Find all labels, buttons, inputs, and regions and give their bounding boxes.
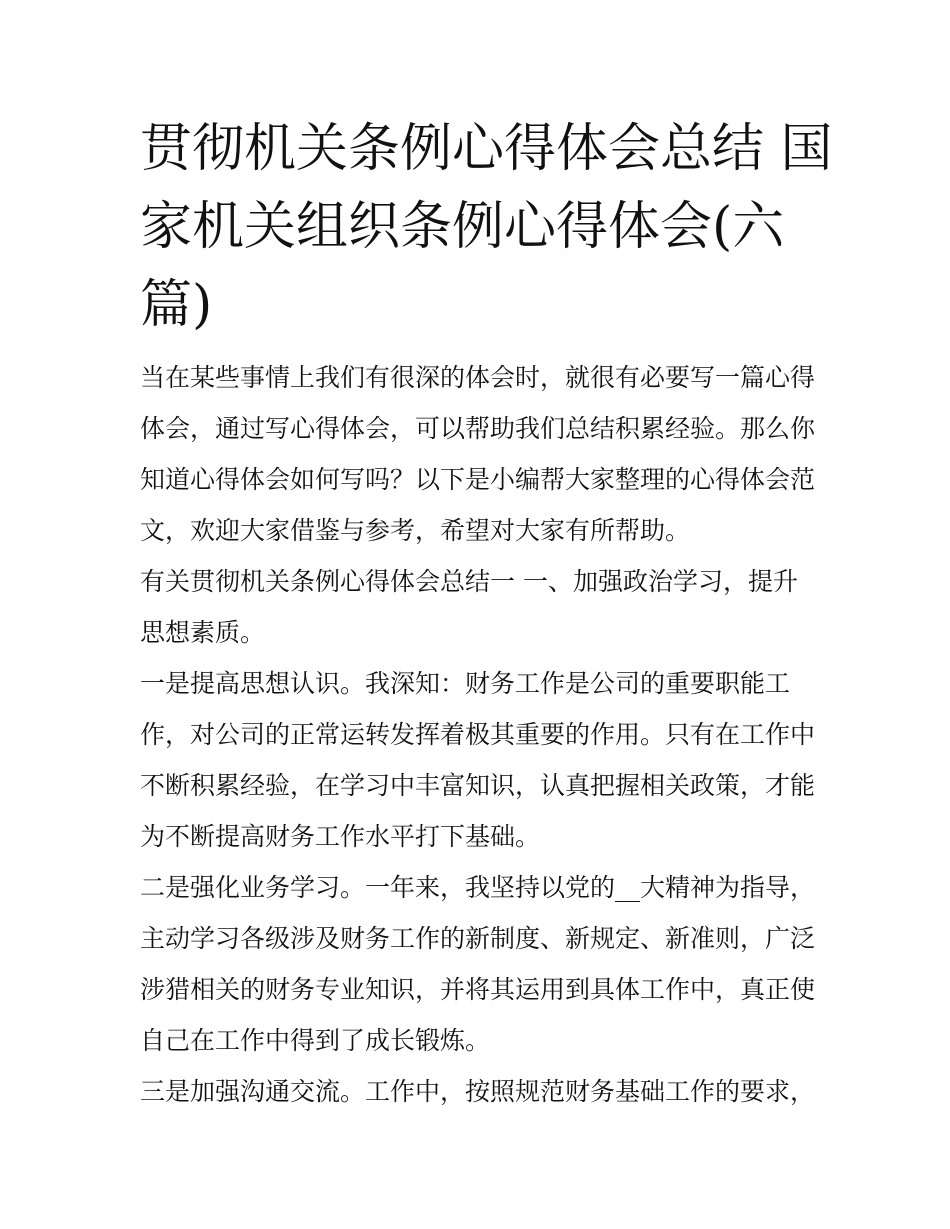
- text-line: 不断积累经验，在学习中丰富知识，认真把握相关政策，才能: [140, 771, 816, 800]
- point-three-paragraph: [140, 1066, 820, 1117]
- text-line: 文，欢迎大家借鉴与参考，希望对大家有所帮助。: [140, 516, 691, 545]
- document-title: [140, 110, 833, 344]
- title-line: 贯彻机关条例心得体会总结 国: [140, 119, 833, 179]
- intro-paragraph: [140, 352, 820, 556]
- text-line: 有关贯彻机关条例心得体会总结一 一、加强政治学习，提升: [140, 567, 798, 596]
- text-line: 二是强化业务学习。一年来，我坚持以党的__大精神为指导，: [140, 873, 816, 902]
- text-line: 体会，通过写心得体会，可以帮助我们总结积累经验。那么你: [140, 414, 816, 443]
- text-line: 作，对公司的正常运转发挥着极其重要的作用。只有在工作中: [140, 720, 816, 749]
- title-line: 家机关组织条例心得体会(六: [140, 197, 785, 257]
- title-line: 篇): [140, 275, 213, 335]
- point-two-paragraph: [140, 862, 820, 1066]
- text-line: 涉猎相关的财务专业知识，并将其运用到具体工作中，真正使: [140, 975, 816, 1004]
- section-heading-paragraph: [140, 556, 820, 658]
- text-line: 当在某些事情上我们有很深的体会时，就很有必要写一篇心得: [140, 363, 816, 392]
- text-line: 主动学习各级涉及财务工作的新制度、新规定、新准则，广泛: [140, 924, 816, 953]
- point-one-paragraph: [140, 658, 820, 862]
- text-line: 一是提高思想认识。我深知：财务工作是公司的重要职能工: [140, 669, 791, 698]
- text-line: 三是加强沟通交流。工作中，按照规范财务基础工作的要求，: [140, 1077, 816, 1106]
- document-body: [140, 352, 820, 1117]
- text-line: 自己在工作中得到了成长锻炼。: [140, 1026, 491, 1055]
- text-line: 知道心得体会如何写吗？以下是小编帮大家整理的心得体会范: [140, 465, 816, 494]
- text-line: 为不断提高财务工作水平打下基础。: [140, 822, 541, 851]
- text-line: 思想素质。: [140, 618, 266, 647]
